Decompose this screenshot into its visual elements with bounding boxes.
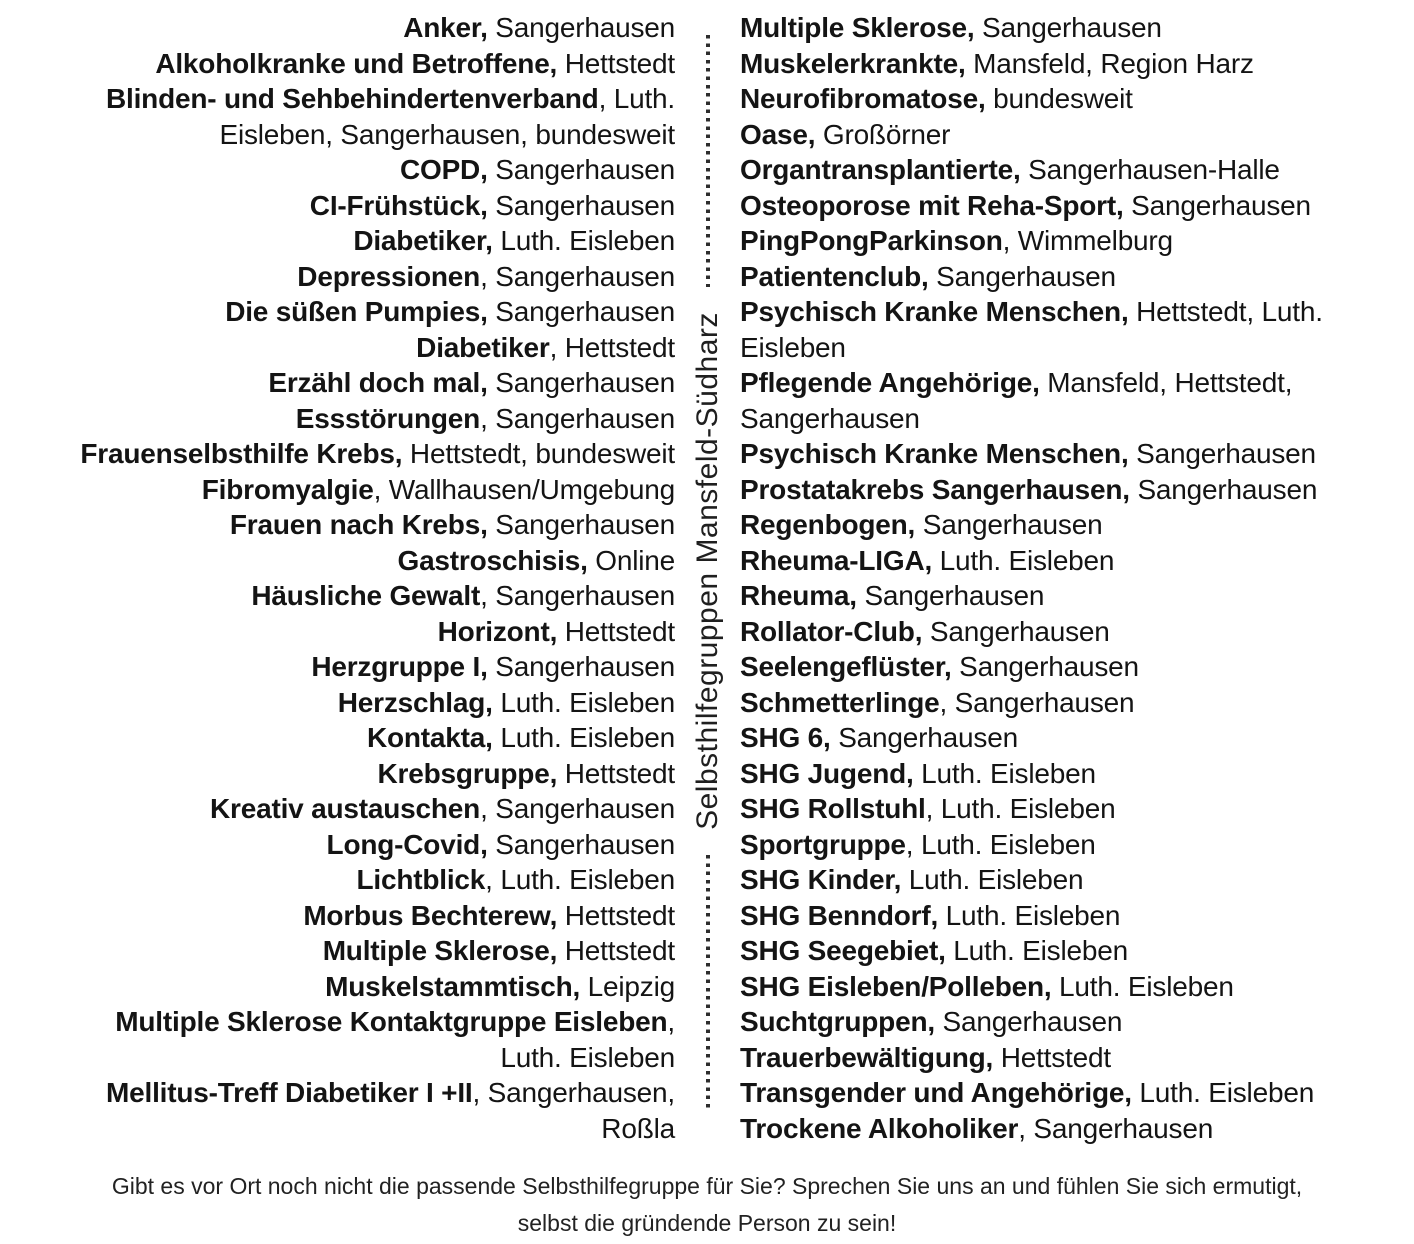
group-location: Großörner: [815, 118, 951, 150]
group-name: Anker,: [403, 12, 488, 43]
group-entry: [740, 81, 1330, 117]
group-entry: [55, 507, 675, 543]
group-location: Sangerhausen: [487, 296, 675, 327]
divider-dots-top: [706, 35, 710, 287]
group-location: Mansfeld, Region Harz: [965, 47, 1254, 79]
group-entry: [740, 472, 1330, 508]
group-location: Sangerhausen: [974, 12, 1162, 43]
group-name: Patientenclub,: [740, 260, 929, 292]
group-name: Multiple Sklerose,: [740, 12, 975, 43]
group-name: Rheuma-LIGA,: [740, 544, 933, 576]
group-location: , Sangerhausen: [480, 580, 675, 611]
group-entry: [55, 259, 675, 295]
group-name: Neurofibromatose,: [740, 83, 986, 114]
group-entry: [740, 259, 1330, 295]
group-location: , Sangerhausen: [480, 402, 675, 434]
group-entry: [55, 365, 675, 401]
group-location: , Luth. Eisleben: [905, 828, 1096, 860]
group-entry: [55, 614, 675, 650]
group-entry: [55, 756, 675, 792]
group-location: Hettstedt, bundesweit: [402, 438, 675, 469]
group-location: Sangerhausen: [1123, 189, 1311, 221]
group-location: Mansfeld, Hettstedt, Sangerhausen: [740, 367, 1293, 434]
group-entry: [55, 472, 675, 508]
group-entry: [55, 81, 675, 152]
group-entry: [740, 1111, 1330, 1147]
group-entry: [740, 614, 1330, 650]
group-entry: [740, 756, 1330, 792]
group-location: , Luth. Eisleben, Sangerhausen, bundesweit: [219, 83, 675, 150]
group-name: Kreativ austauschen: [209, 793, 481, 824]
group-location: Luth. Eisleben: [492, 225, 675, 256]
group-location: , Luth. Eisleben: [485, 864, 675, 895]
group-location: Luth. Eisleben: [938, 899, 1121, 931]
group-entry: [55, 152, 675, 188]
group-name: Organtransplantierte,: [740, 154, 1021, 185]
group-location: Hettstedt: [557, 615, 675, 647]
group-entry: [740, 578, 1330, 614]
divider-dots-bottom: [706, 855, 710, 1110]
group-name: Rheuma,: [740, 580, 857, 611]
group-name: Trockene Alkoholiker: [740, 1112, 1019, 1144]
group-name: Prostatakrebs Sangerhausen,: [740, 473, 1130, 505]
group-location: Sangerhausen: [487, 828, 675, 860]
group-entry: [740, 933, 1330, 969]
group-location: Sangerhausen: [487, 509, 675, 540]
group-name: Seelengeflüster,: [740, 651, 952, 682]
group-location: Luth. Eisleben: [913, 757, 1096, 789]
right-column-group-list: [740, 10, 1330, 1146]
group-name: Die süßen Pumpies,: [225, 296, 488, 327]
group-entry: [55, 188, 675, 224]
group-name: Muskelerkrankte,: [740, 47, 966, 79]
group-name: Oase,: [740, 118, 816, 150]
group-entry: [740, 862, 1330, 898]
group-entry: [740, 685, 1330, 721]
group-location: Sangerhausen: [830, 722, 1018, 753]
group-entry: [55, 827, 675, 863]
group-entry: [740, 791, 1330, 827]
group-location: Hettstedt: [557, 47, 675, 79]
group-name: Multiple Sklerose Kontaktgruppe Eisleben: [115, 1006, 668, 1037]
group-location: Sangerhausen-Halle: [1020, 154, 1280, 185]
group-entry: [740, 46, 1330, 82]
group-entry: [740, 294, 1330, 365]
group-entry: [740, 223, 1330, 259]
group-name: Lichtblick: [356, 864, 486, 895]
group-entry: [55, 330, 675, 366]
group-location: , Sangerhausen: [939, 686, 1135, 718]
group-entry: [55, 10, 675, 46]
group-name: Trauerbewältigung,: [740, 1041, 994, 1073]
group-name: Frauen nach Krebs,: [229, 509, 488, 540]
group-entry: [740, 1075, 1330, 1111]
group-name: Kontakta,: [366, 722, 493, 753]
group-entry: [55, 543, 675, 579]
group-name: SHG Jugend,: [740, 757, 914, 789]
group-location: Sangerhausen: [487, 12, 675, 43]
group-entry: [55, 649, 675, 685]
group-location: Luth. Eisleben: [1051, 970, 1234, 1002]
group-location: , Hettstedt: [549, 331, 675, 363]
group-location: , Wimmelburg: [1002, 225, 1173, 256]
group-name: Häusliche Gewalt: [251, 580, 481, 611]
group-name: PingPongParkinson: [740, 225, 1003, 256]
group-name: SHG Kinder,: [740, 864, 902, 895]
group-name: Suchtgruppen,: [740, 1006, 935, 1037]
group-entry: [740, 152, 1330, 188]
group-location: Sangerhausen: [915, 509, 1103, 540]
group-name: Diabetiker,: [353, 225, 493, 256]
group-name: CI-Frühstück,: [309, 189, 488, 221]
group-name: Herzgruppe I,: [311, 651, 488, 682]
group-entry: [55, 46, 675, 82]
group-name: Psychisch Kranke Menschen,: [740, 438, 1129, 469]
group-entry: [740, 436, 1330, 472]
group-location: Sangerhausen: [487, 154, 675, 185]
group-location: , Sangerhausen: [480, 793, 675, 824]
group-name: SHG Eisleben/Polleben,: [740, 970, 1052, 1002]
group-name: Krebsgruppe,: [377, 757, 558, 789]
group-name: Mellitus-Treff Diabetiker I +II: [106, 1077, 473, 1108]
group-entry: [740, 720, 1330, 756]
group-name: SHG Benndorf,: [740, 899, 939, 931]
group-location: Luth. Eisleben: [945, 935, 1128, 966]
vertical-divider: [691, 35, 724, 1110]
group-name: Gastroschisis,: [397, 544, 588, 576]
divider-label: Selbsthilfegruppen Mansfeld-Südharz: [691, 312, 724, 830]
group-name: Muskelstammtisch,: [325, 970, 581, 1002]
group-location: Sangerhausen: [951, 651, 1139, 682]
divider-label-wrap: [691, 287, 724, 855]
group-name: Blinden- und Sehbehindertenverband: [105, 83, 599, 114]
group-location: , Wallhausen/Umgebung: [373, 473, 675, 505]
group-location: Hettstedt: [557, 935, 675, 966]
group-entry: [55, 862, 675, 898]
group-location: Hettstedt: [993, 1041, 1111, 1073]
group-location: bundesweit: [985, 83, 1133, 114]
group-name: Alkoholkranke und Betroffene,: [155, 47, 558, 79]
group-entry: [55, 294, 675, 330]
group-name: Schmetterlinge: [740, 686, 940, 718]
group-name: Erzähl doch mal,: [268, 367, 488, 398]
group-name: SHG 6,: [740, 722, 831, 753]
group-location: Luth. Eisleben: [492, 722, 675, 753]
group-name: Multiple Sklerose,: [322, 935, 558, 966]
group-location: Luth. Eisleben: [492, 686, 675, 718]
group-entry: [55, 1075, 675, 1146]
group-location: Hettstedt: [557, 757, 675, 789]
group-location: , Luth. Eisleben: [500, 1006, 675, 1073]
group-location: Luth. Eisleben: [1131, 1077, 1315, 1108]
footer-text: Gibt es vor Ort noch nicht die passende Selbsthilfegruppe für Sie? Sprechen Sie uns an und fühlen Sie sich ermutigt, selbst die gründende Person zu sein!: [111, 1173, 1303, 1236]
group-entry: [740, 117, 1330, 153]
group-location: Online: [587, 544, 675, 576]
group-entry: [55, 933, 675, 969]
group-name: Frauenselbsthilfe Krebs,: [80, 438, 403, 469]
group-name: Fibromyalgie: [201, 473, 374, 505]
group-name: Morbus Bechterew,: [303, 899, 558, 931]
group-location: , Luth. Eisleben: [925, 793, 1116, 824]
group-name: SHG Rollstuhl: [740, 793, 926, 824]
group-entry: [55, 436, 675, 472]
group-name: COPD,: [399, 154, 488, 185]
group-entry: [55, 578, 675, 614]
group-name: Sportgruppe: [740, 828, 906, 860]
group-name: Horizont,: [437, 615, 558, 647]
group-location: Hettstedt, Luth. Eisleben: [740, 296, 1323, 363]
group-location: Leipzig: [580, 970, 675, 1002]
group-location: Luth. Eisleben: [932, 544, 1115, 576]
group-name: Depressionen: [297, 260, 481, 292]
group-entry: [55, 223, 675, 259]
left-column-group-list: [55, 10, 675, 1146]
group-name: Regenbogen,: [740, 509, 916, 540]
group-name: Essstörungen: [295, 402, 481, 434]
group-entry: [55, 685, 675, 721]
group-entry: [55, 791, 675, 827]
group-entry: [740, 649, 1330, 685]
group-name: Pflegende Angehörige,: [740, 367, 1040, 398]
group-name: Herzschlag,: [337, 686, 493, 718]
group-entry: [740, 898, 1330, 934]
group-entry: [55, 898, 675, 934]
group-location: Sangerhausen: [487, 651, 675, 682]
group-name: Long-Covid,: [326, 828, 488, 860]
group-location: Sangerhausen: [922, 615, 1110, 647]
group-entry: [740, 365, 1330, 436]
group-name: Osteoporose mit Reha-Sport,: [740, 189, 1124, 221]
group-location: Sangerhausen: [928, 260, 1116, 292]
group-location: Sangerhausen: [487, 189, 675, 221]
group-name: Diabetiker: [416, 331, 550, 363]
group-name: Psychisch Kranke Menschen,: [740, 296, 1129, 327]
group-location: Hettstedt: [557, 899, 675, 931]
group-entry: [740, 827, 1330, 863]
group-location: Sangerhausen: [487, 367, 675, 398]
group-name: SHG Seegebiet,: [740, 935, 946, 966]
group-entry: [740, 969, 1330, 1005]
group-entry: [55, 401, 675, 437]
group-name: Rollator-Club,: [740, 615, 923, 647]
group-location: , Sangerhausen: [1018, 1112, 1214, 1144]
group-location: Sangerhausen: [934, 1006, 1123, 1037]
group-entry: [740, 188, 1330, 224]
group-entry: [740, 10, 1330, 46]
group-entry: [740, 543, 1330, 579]
group-entry: [740, 1004, 1330, 1040]
group-entry: [740, 1040, 1330, 1076]
group-location: Luth. Eisleben: [901, 864, 1084, 895]
group-location: Sangerhausen: [1128, 438, 1316, 469]
group-location: , Sangerhausen: [480, 260, 675, 292]
group-entry: [55, 1004, 675, 1075]
group-location: Sangerhausen: [856, 580, 1045, 611]
group-entry: [55, 969, 675, 1005]
group-location: , Sangerhausen, Roßla: [472, 1077, 675, 1144]
group-location: Sangerhausen: [1129, 473, 1318, 505]
group-entry: [740, 507, 1330, 543]
group-name: Transgender und Angehörige,: [740, 1077, 1132, 1108]
group-entry: [55, 720, 675, 756]
